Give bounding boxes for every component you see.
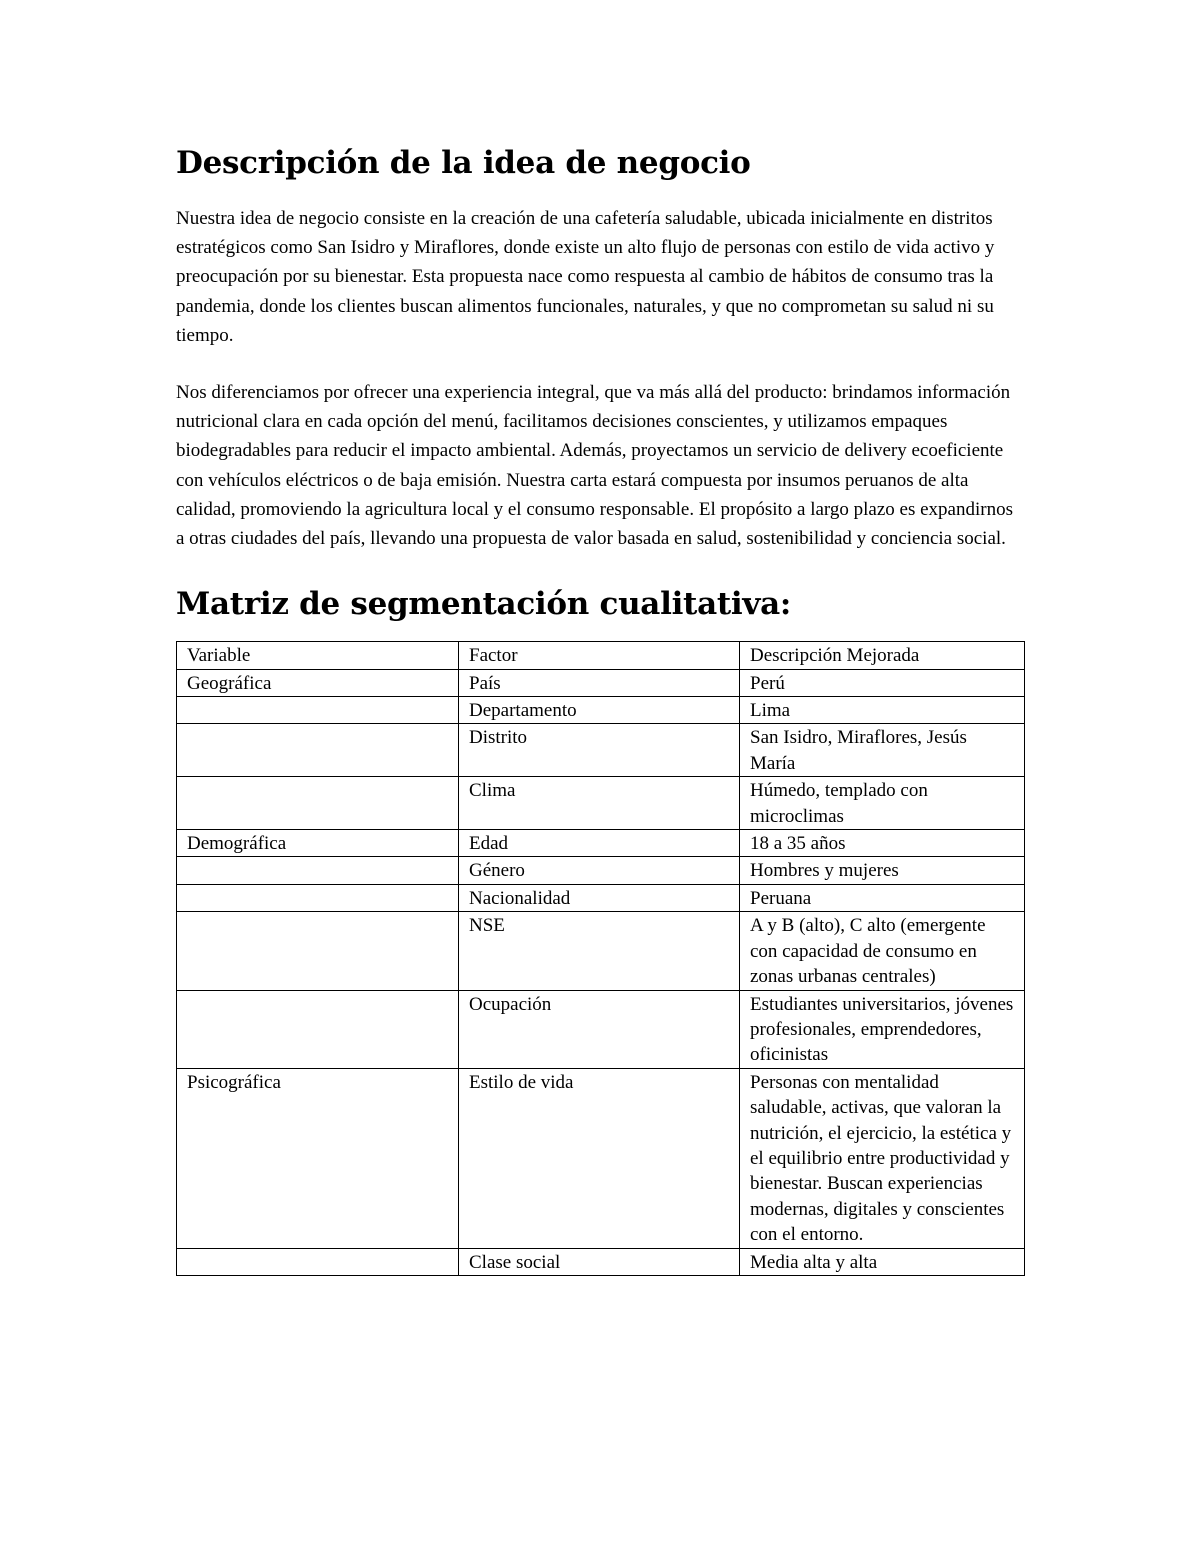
table-cell-variable <box>177 990 459 1068</box>
table-cell-description: Hombres y mujeres <box>740 857 1025 884</box>
table-cell-factor: Departamento <box>459 697 740 724</box>
table-cell-factor: País <box>459 669 740 696</box>
table-row <box>177 912 1025 990</box>
table-cell-description: Húmedo, templado con microclimas <box>740 777 1025 830</box>
table-cell-factor: Estilo de vida <box>459 1068 740 1248</box>
table-row <box>177 697 1025 724</box>
table-cell-description: Perú <box>740 669 1025 696</box>
table-row <box>177 1248 1025 1275</box>
table-cell-variable <box>177 857 459 884</box>
table-row <box>177 669 1025 696</box>
table-cell-variable <box>177 1248 459 1275</box>
table-cell-description: Peruana <box>740 884 1025 911</box>
table-row <box>177 1068 1025 1248</box>
table-cell-description: Estudiantes universitarios, jóvenes profesionales, emprendedores, oficinistas <box>740 990 1025 1068</box>
table-cell-factor: Distrito <box>459 724 740 777</box>
header-cell-factor: Factor <box>459 642 740 669</box>
section-heading-matrix: Matriz de segmentación cualitativa: <box>176 586 791 623</box>
paragraph-differentiation: Nos diferenciamos por ofrecer una experiencia integral, que va más allá del producto: brindamos información nutricional clara en cada opción del menú, facilitamos decisiones conscientes, y utilizamos empaques biodegradables para reducir el impacto ambiental. Además, proyectamos un servicio de delivery ecoeficiente con vehículos eléctricos o de baja emisión. Nuestra carta estará compuesta por insumos peruanos de alta calidad, promoviendo la agricultura local y el consumo responsable. El propósito a largo plazo es expandirnos a otras ciudades del país, llevando una propuesta de valor basada en salud, sostenibilidad y conciencia social. <box>176 382 1013 550</box>
table-header-row <box>177 642 1025 669</box>
table-cell-factor: Clima <box>459 777 740 830</box>
table-cell-description: A y B (alto), C alto (emergente con capacidad de consumo en zonas urbanas centrales) <box>740 912 1025 990</box>
table-cell-variable <box>177 884 459 911</box>
document-page <box>176 140 1026 1276</box>
table-cell-description: Lima <box>740 697 1025 724</box>
table-cell-variable <box>177 724 459 777</box>
table-cell-factor: Nacionalidad <box>459 884 740 911</box>
table-cell-factor: Clase social <box>459 1248 740 1275</box>
table-cell-variable <box>177 777 459 830</box>
table-cell-variable: Demográfica <box>177 830 459 857</box>
table-cell-variable: Psicográfica <box>177 1068 459 1248</box>
table-cell-variable: Geográfica <box>177 669 459 696</box>
table-cell-factor: Género <box>459 857 740 884</box>
table-cell-factor: Edad <box>459 830 740 857</box>
table-row <box>177 884 1025 911</box>
table-cell-factor: NSE <box>459 912 740 990</box>
table-row <box>177 830 1025 857</box>
table-cell-variable <box>177 912 459 990</box>
header-cell-variable: Variable <box>177 642 459 669</box>
paragraph-intro: Nuestra idea de negocio consiste en la creación de una cafetería saludable, ubicada inicialmente en distritos estratégicos como San Isidro y Miraflores, donde existe un alto flujo de personas con estilo de vida activo y preocupación por su bienestar. Esta propuesta nace como respuesta al cambio de hábitos de consumo tras la pandemia, donde los clientes buscan alimentos funcionales, naturales, y que no comprometan su salud ni su tiempo. <box>176 208 995 346</box>
table-cell-description: San Isidro, Miraflores, Jesús María <box>740 724 1025 777</box>
page-title: Descripción de la idea de negocio <box>176 145 751 181</box>
table-cell-description: Media alta y alta <box>740 1248 1025 1275</box>
segmentation-table <box>176 641 1025 1276</box>
header-cell-description: Descripción Mejorada <box>740 642 1025 669</box>
table-cell-factor: Ocupación <box>459 990 740 1068</box>
table-cell-description: 18 a 35 años <box>740 830 1025 857</box>
table-row <box>177 857 1025 884</box>
table-cell-description: Personas con mentalidad saludable, activas, que valoran la nutrición, el ejercicio, la estética y el equilibrio entre productividad y bienestar. Buscan experiencias modernas, digitales y conscientes con el entorno. <box>740 1068 1025 1248</box>
table-cell-variable <box>177 697 459 724</box>
table-row <box>177 724 1025 777</box>
table-row <box>177 777 1025 830</box>
table-row <box>177 990 1025 1068</box>
